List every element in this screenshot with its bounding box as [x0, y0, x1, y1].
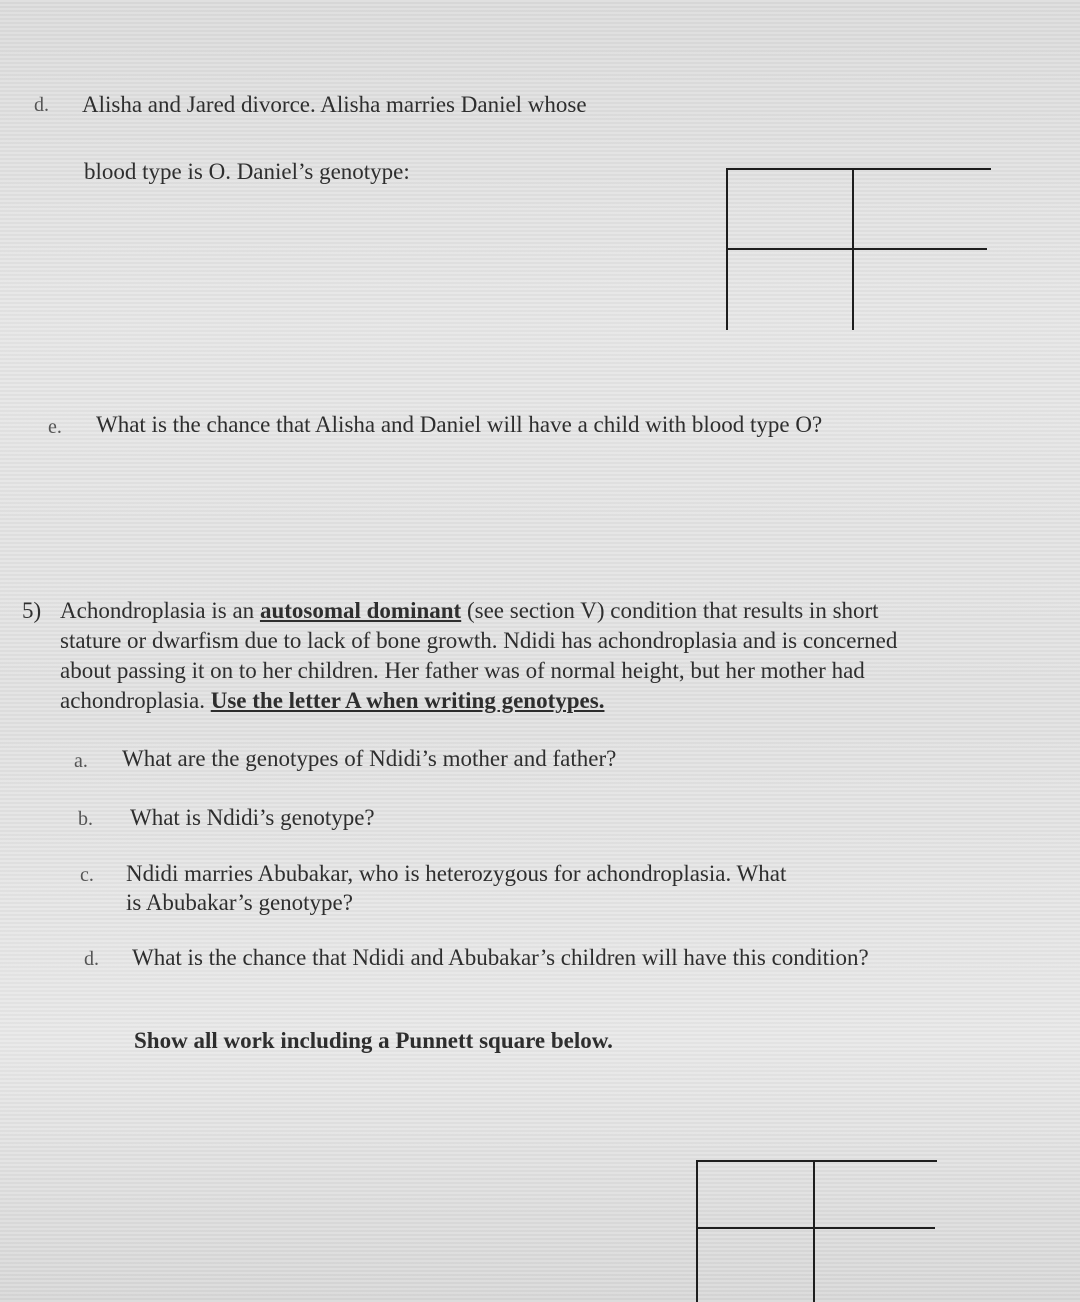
q5c-line2: is Abubakar’s genotype?	[126, 890, 353, 915]
q5d-question: What is the chance that Ndidi and Abubakar’s children will have this condition?	[132, 945, 869, 970]
q5b-question: What is Ndidi’s genotype?	[130, 805, 375, 830]
q5d-marker: d.	[84, 948, 99, 970]
q5c-line1: Ndidi marries Abubakar, who is heterozygous for achondroplasia. What	[126, 861, 787, 886]
part-e-marker: e.	[48, 416, 62, 438]
q5a-question: What are the genotypes of Ndidi’s mother and father?	[122, 746, 617, 771]
part-d-marker: d.	[34, 94, 49, 116]
q5c-marker: c.	[80, 864, 94, 886]
genotype-letter-instruction: Use the letter A when writing genotypes.	[210, 688, 605, 713]
autosomal-dominant-term: autosomal dominant	[259, 598, 462, 623]
part-d-line2: blood type is O. Daniel’s genotype:	[84, 159, 410, 184]
q5-line1: Achondroplasia is an autosomal dominant (see section V) condition that results in short	[60, 598, 879, 623]
q5-line3: about passing it on to her children. Her father was of normal height, but her mother had	[60, 658, 865, 683]
q5b-marker: b.	[78, 808, 93, 830]
q5a-marker: a.	[74, 750, 88, 772]
show-work-instruction: Show all work including a Punnett square below.	[134, 1028, 613, 1053]
q5-line2: stature or dwarfism due to lack of bone growth. Ndidi has achondroplasia and is concerned	[60, 628, 898, 653]
q5-number: 5)	[22, 598, 42, 623]
q5-line4: achondroplasia. Use the letter A when writing genotypes.	[60, 688, 605, 713]
part-d-line1: Alisha and Jared divorce. Alisha marries Daniel whose	[82, 92, 587, 117]
part-e-question: What is the chance that Alisha and Daniel will have a child with blood type O?	[96, 412, 823, 437]
